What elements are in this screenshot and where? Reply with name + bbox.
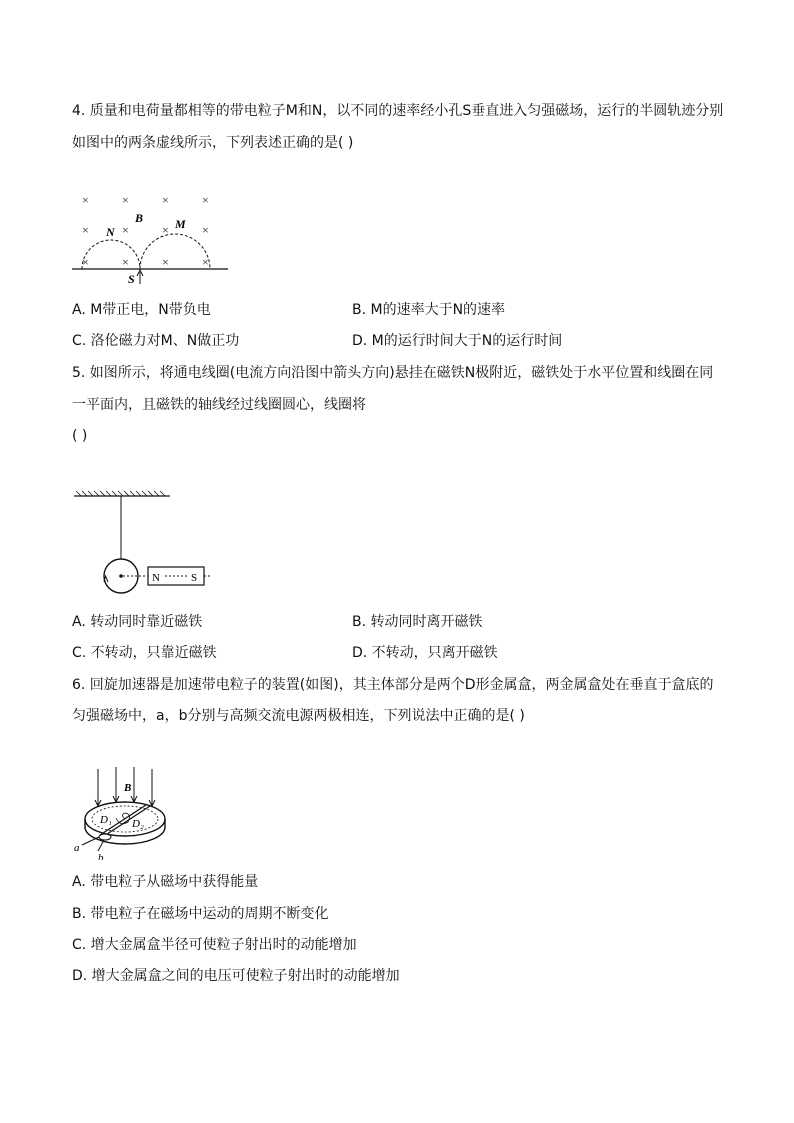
svg-text:×: ×	[202, 255, 209, 269]
svg-text:×: ×	[122, 255, 129, 269]
q4-magnetic-field-figure	[70, 188, 240, 288]
q4-text-line2: 如图中的两条虚线所示，下列表述正确的是( )	[72, 135, 354, 151]
q6-option-a: A. 带电粒子从磁场中获得能量	[72, 874, 259, 890]
magnet-pole-n: N	[152, 572, 160, 584]
q5-option-a: A. 转动同时靠近磁铁	[72, 614, 203, 630]
label-b-terminal: b	[98, 852, 104, 860]
q5-text-line1: 5. 如图所示，将通电线圈(电流方向沿图中箭头方向)悬挂在磁铁N极附近，磁铁处于水平位置和线圈在同	[72, 365, 714, 381]
q5-option-d: D. 不转动，只离开磁铁	[352, 645, 498, 661]
q5-option-c: C. 不转动，只靠近磁铁	[72, 645, 217, 661]
q6-option-b: B. 带电粒子在磁场中运动的周期不断变化	[72, 906, 329, 922]
svg-text:×: ×	[122, 223, 129, 237]
field-cross-marks	[82, 193, 209, 269]
label-d2: D₂	[132, 818, 144, 830]
magnet-pole-s: S	[191, 572, 198, 584]
q6-option-c: C. 增大金属盒半径可使粒子射出时的动能增加	[72, 937, 357, 953]
q4-option-a: A. M带正电，N带负电	[72, 302, 211, 318]
label-b: B	[135, 211, 144, 225]
q6-text-line2: 匀强磁场中，a，b分别与高频交流电源两极相连，下列说法中正确的是( )	[72, 708, 525, 724]
lead-a	[82, 837, 99, 845]
q5-text-line2: 一平面内，且磁铁的轴线经过线圈圆心，线圈将	[72, 397, 366, 413]
svg-text:×: ×	[162, 255, 169, 269]
svg-text:×: ×	[122, 193, 129, 207]
q6-cyclotron-figure	[70, 765, 180, 860]
q4-option-c: C. 洛伦磁力对M、N做正功	[72, 333, 240, 349]
q4-option-d: D. M的运行时间大于N的运行时间	[352, 333, 563, 349]
svg-text:×: ×	[162, 223, 169, 237]
q5-answer-bracket: ( )	[72, 428, 88, 444]
trajectory-m	[140, 234, 210, 269]
svg-text:×: ×	[82, 193, 89, 207]
svg-text:×: ×	[202, 223, 209, 237]
label-n: N	[106, 225, 115, 239]
ceiling-hatch	[76, 491, 165, 496]
svg-text:×: ×	[82, 255, 89, 269]
label-s: S	[128, 272, 135, 286]
q6-text-line1: 6. 回旋加速器是加速带电粒子的装置(如图)，其主体部分是两个D形金属盒，两金属盒处在垂直于盒底的	[72, 677, 714, 693]
svg-text:×: ×	[82, 223, 89, 237]
q4-text-line1: 4. 质量和电荷量都相等的带电粒子M和N，以不同的速率经小孔S垂直进入匀强磁场，运行的半圆轨迹分别	[72, 103, 724, 119]
q5-option-b: B. 转动同时离开磁铁	[352, 614, 483, 630]
label-m: M	[175, 217, 186, 231]
q4-option-b: B. M的速率大于N的速率	[352, 302, 506, 318]
q6-option-d: D. 增大金属盒之间的电压可使粒子射出时的动能增加	[72, 968, 400, 984]
label-a: a	[74, 842, 80, 854]
q5-coil-magnet-figure	[70, 490, 220, 600]
svg-text:×: ×	[202, 193, 209, 207]
svg-text:×: ×	[162, 193, 169, 207]
label-b: B	[124, 782, 132, 794]
terminal-ends	[99, 834, 111, 840]
trajectory-n	[82, 240, 140, 269]
label-d1: D₁	[100, 814, 112, 826]
lead-b	[98, 840, 104, 851]
